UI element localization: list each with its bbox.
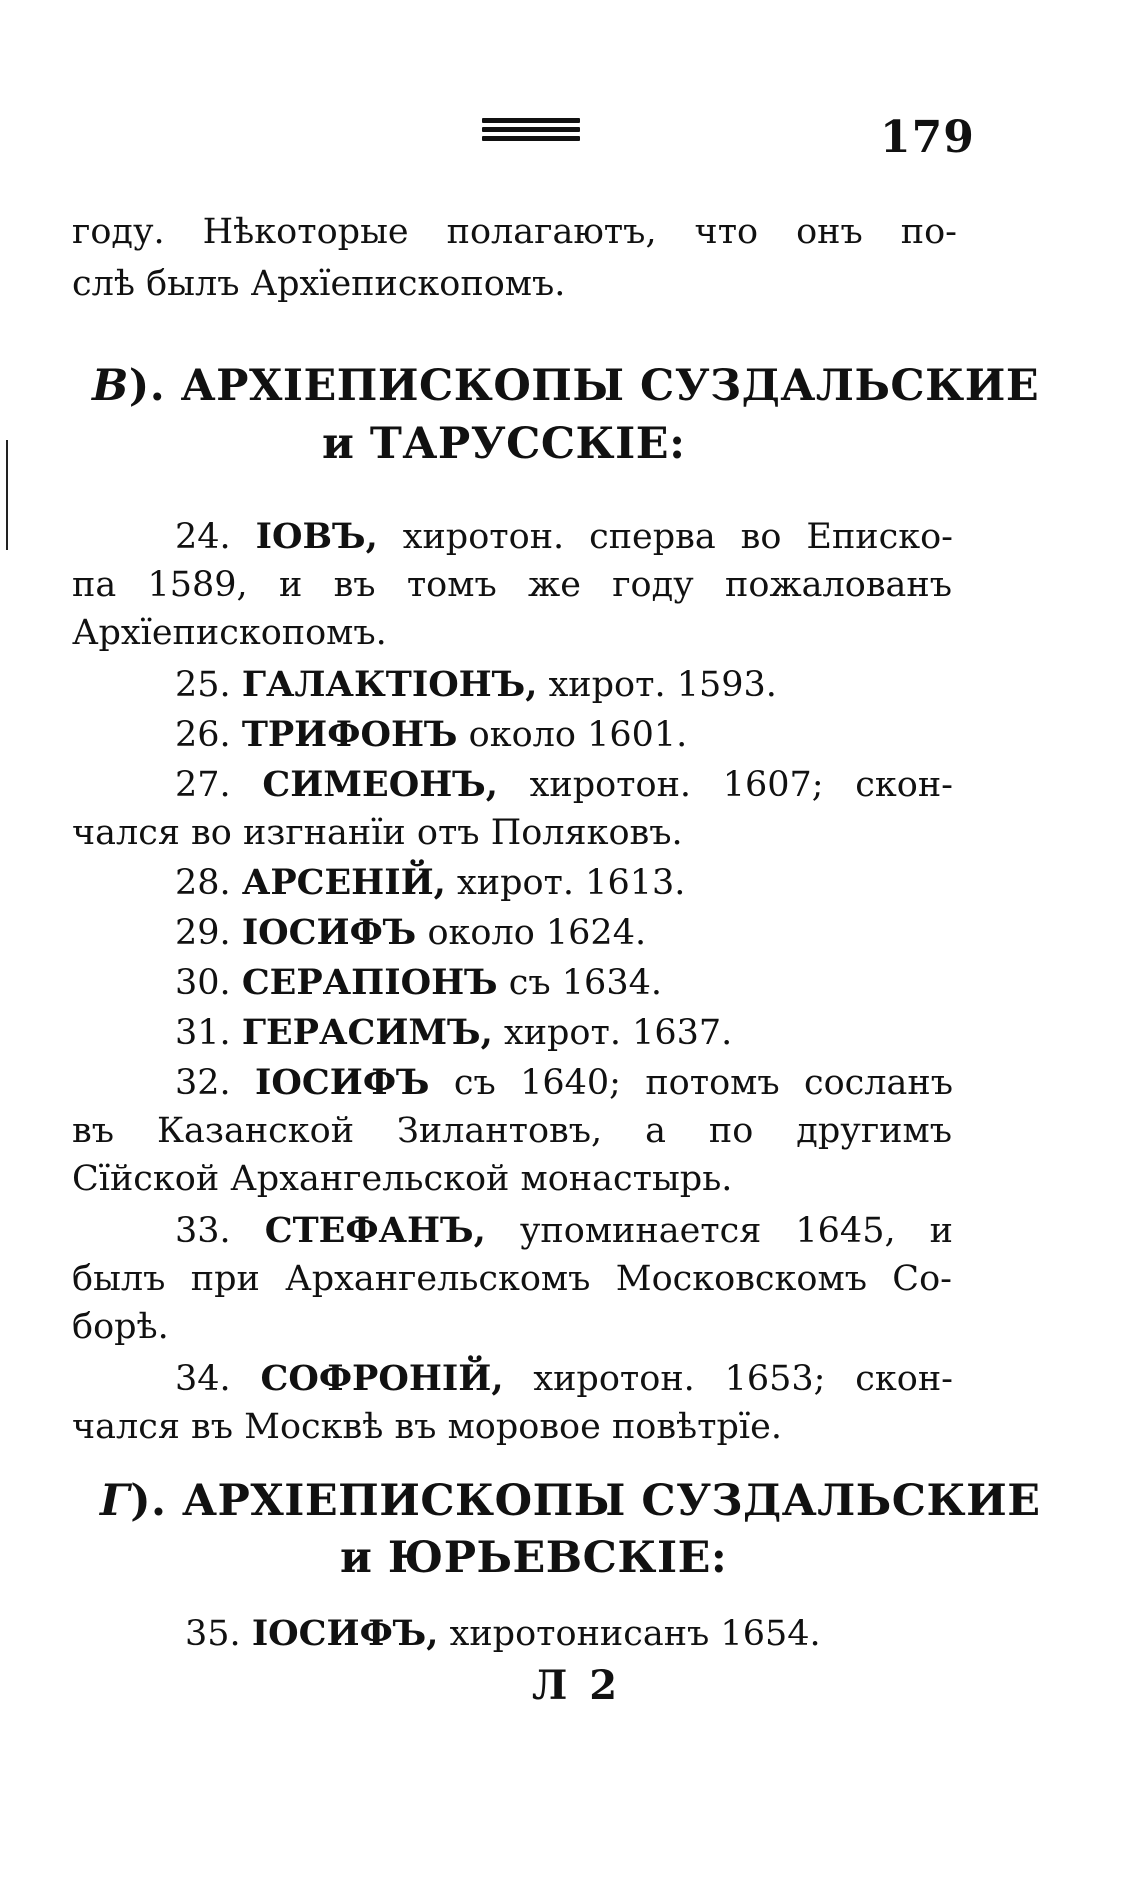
- entry-34-name: СОФРОНІЙ,: [260, 1358, 504, 1399]
- section-title-g-line1: ). АРХІЕПИСКОПЫ СУЗДАЛЬСКИЕ: [130, 1476, 1041, 1526]
- entry-30-text: съ 1634.: [508, 963, 662, 1003]
- entry-26-text: около 1601.: [468, 715, 688, 755]
- entry-29-number: 29.: [175, 913, 231, 953]
- entry-30-name: СЕРАПІОНЪ: [241, 962, 498, 1003]
- entry-32-name: ІОСИФЪ: [255, 1062, 430, 1103]
- entry-33-name: СТЕФАНЪ,: [264, 1210, 486, 1251]
- section-heading-g: [100, 1475, 1041, 1527]
- entry-31-text: хирот. 1637.: [503, 1013, 733, 1053]
- entry-28-text: хирот. 1613.: [457, 863, 686, 903]
- entry-34: [175, 1357, 953, 1401]
- entry-26-name: ТРИФОНЪ: [241, 714, 458, 755]
- entry-25-number: 25.: [175, 665, 231, 705]
- entry-26-number: 26.: [175, 715, 231, 755]
- entry-25: [175, 663, 777, 707]
- page-number: 179: [880, 112, 975, 163]
- signature-mark: Л 2: [532, 1662, 622, 1709]
- entry-24-text: хиротон. сперва во Еписко-: [402, 517, 953, 557]
- entry-24: [175, 515, 953, 559]
- entry-27-name: СИМЕОНЪ,: [262, 764, 498, 805]
- entry-33-cont-2: борѣ.: [72, 1307, 169, 1347]
- entry-35: [185, 1612, 821, 1656]
- entry-33-number: 33.: [175, 1211, 231, 1251]
- entry-32-number: 32.: [175, 1063, 231, 1103]
- entry-24-number: 24.: [175, 517, 231, 557]
- entry-24-name: ІОВЪ,: [255, 516, 378, 557]
- entry-32: [175, 1061, 953, 1105]
- entry-31-name: ГЕРАСИМЪ,: [241, 1012, 493, 1053]
- entry-27-text: хиротон. 1607; скон-: [529, 765, 953, 805]
- entry-34-number: 34.: [175, 1359, 231, 1399]
- entry-27-cont-1: чался во изгнанїи отъ Поляковъ.: [72, 813, 683, 853]
- section-title-b-line1: ). АРХІЕПИСКОПЫ СУЗДАЛЬСКИЕ: [128, 361, 1040, 411]
- section-letter-g: Г: [100, 1476, 131, 1526]
- entry-32-cont-1: въ Казанской Зилантовъ, а по другимъ: [72, 1111, 952, 1151]
- entry-35-number: 35.: [185, 1614, 241, 1654]
- entry-29: [175, 911, 646, 955]
- entry-29-name: ІОСИФЪ: [241, 912, 417, 953]
- section-title-g-line2: и ЮРЬЕВСКІЕ:: [340, 1533, 728, 1583]
- intro-line-1: году. Нѣкоторые полагаютъ, что онъ по-: [72, 212, 957, 252]
- entry-33-cont-1: былъ при Архангельскомъ Московскомъ Со-: [72, 1259, 952, 1299]
- entry-32-cont-2: Сїйской Архангельской монастырь.: [72, 1159, 733, 1199]
- entry-25-name: ГАЛАКТІОНЪ,: [241, 664, 538, 705]
- intro-line-2: слѣ былъ Архїепископомъ.: [72, 264, 566, 304]
- entry-26: [175, 713, 687, 757]
- section-title-b-line2: и ТАРУССКІЕ:: [322, 419, 686, 469]
- entry-32-text: съ 1640; потомъ сосланъ: [453, 1063, 953, 1103]
- entry-34-cont-1: чался въ Москвѣ въ моровое повѣтрїе.: [72, 1407, 782, 1447]
- entry-24-cont-2: Архїепископомъ.: [72, 613, 387, 653]
- entry-28-name: АРСЕНІЙ,: [241, 862, 446, 903]
- entry-27-number: 27.: [175, 765, 231, 805]
- entry-30: [175, 961, 662, 1005]
- entry-25-text: хирот. 1593.: [548, 665, 777, 705]
- entry-33: [175, 1209, 953, 1253]
- page-edge-mark: [6, 440, 8, 550]
- entry-34-text: хиротон. 1653; скон-: [533, 1359, 953, 1399]
- section-letter-b: В: [92, 361, 129, 411]
- entry-31: [175, 1011, 732, 1055]
- entry-35-text: хиротонисанъ 1654.: [449, 1614, 821, 1654]
- entry-28-number: 28.: [175, 863, 231, 903]
- entry-35-name: ІОСИФЪ,: [251, 1613, 439, 1654]
- header-ornament: [482, 118, 580, 152]
- entry-29-text: около 1624.: [427, 913, 647, 953]
- entry-31-number: 31.: [175, 1013, 231, 1053]
- entry-27: [175, 763, 953, 807]
- entry-30-number: 30.: [175, 963, 231, 1003]
- entry-28: [175, 861, 685, 905]
- entry-33-text: упоминается 1645, и: [519, 1211, 953, 1251]
- section-heading-b: [92, 360, 1039, 412]
- entry-24-cont-1: па 1589, и въ томъ же году пожалованъ: [72, 565, 952, 605]
